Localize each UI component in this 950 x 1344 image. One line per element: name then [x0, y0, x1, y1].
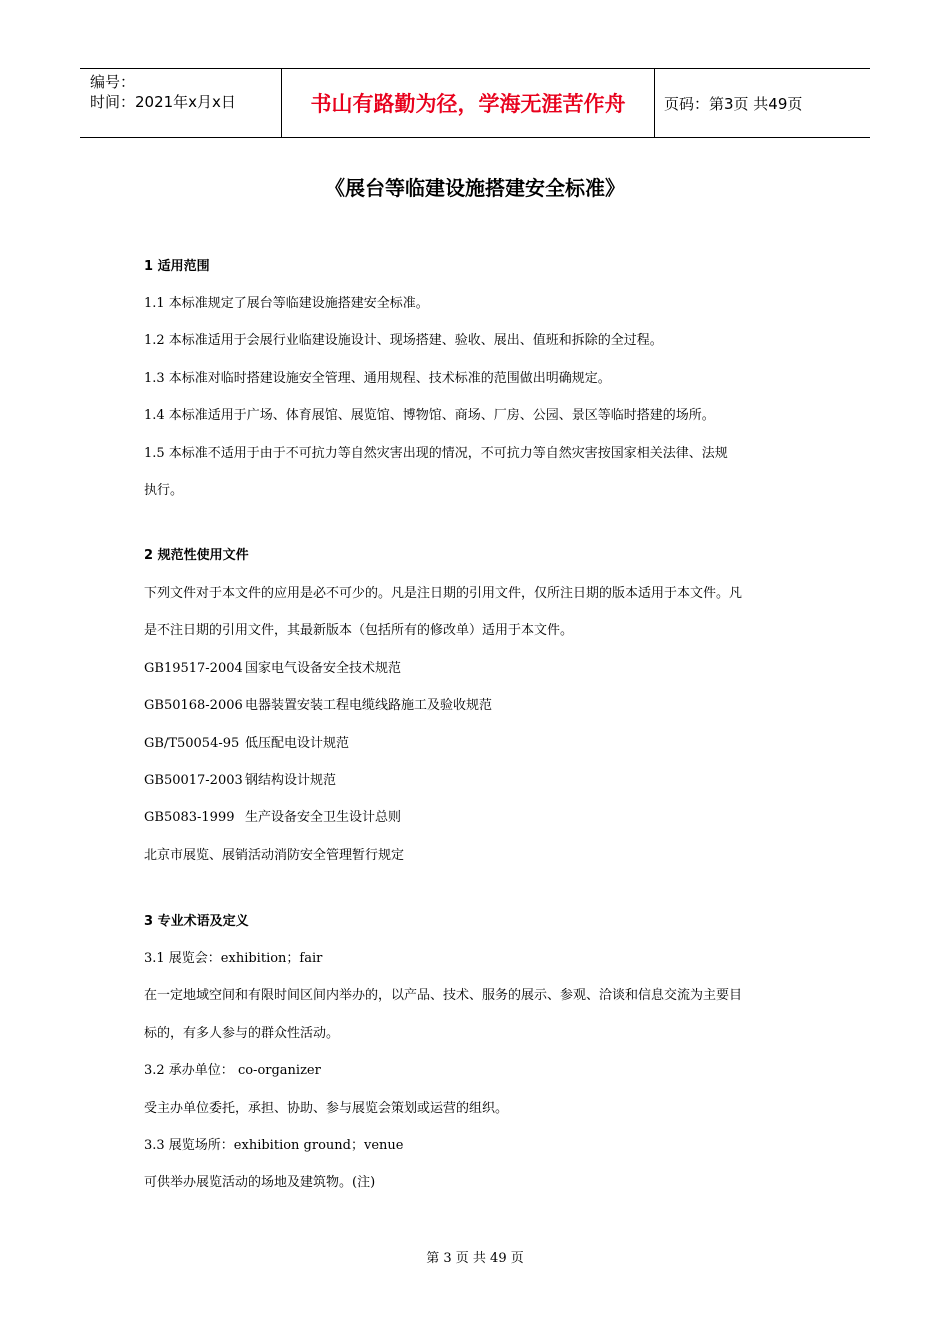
clause-1-3: 1.3 本标准对临时搭建设施安全管理、通用规程、技术标准的范围做出明确规定。: [144, 371, 611, 386]
paragraph-2: 下列文件对于本文件的应用是必不可少的。凡是注日期的引用文件，仅所注日期的版本适用于本文件。凡: [144, 586, 743, 601]
section-heading-1: 1 适用范围: [144, 259, 210, 274]
reference-title: 生产设备安全卫生设计总则: [245, 810, 402, 825]
reference-item: [144, 660, 401, 678]
document-number-label: 编号：: [90, 73, 136, 91]
reference-title: 电器装置安装工程电缆线路施工及验收规范: [245, 698, 493, 713]
clause-1-5-continued: 执行。: [144, 483, 184, 498]
reference-code: GB5083-1999: [144, 810, 235, 825]
reference-title: 钢结构设计规范: [245, 773, 337, 788]
document-title: 《展台等临建设施搭建安全标准》: [325, 176, 625, 200]
section-heading-2: 2 规范性使用文件: [144, 548, 249, 563]
reference-item: 北京市展览、展销活动消防安全管理暂行规定: [144, 848, 405, 863]
definition-3-1-continued: 标的，有多人参与的群众性活动。: [144, 1026, 340, 1041]
section-heading-3: 3 专业术语及定义: [144, 914, 249, 929]
reference-code: GB50017-2003: [144, 773, 243, 788]
header-meta: [90, 72, 236, 112]
clause-1-2: 1.2 本标准适用于会展行业临建设施设计、现场搭建、验收、展出、值班和拆除的全过程。: [144, 333, 663, 348]
definition-3-1: 在一定地域空间和有限时间区间内举办的，以产品、技术、服务的展示、参观、洽谈和信息交流为主要目: [144, 988, 743, 1003]
clause-1-4: 1.4 本标准适用于广场、体育展馆、展览馆、博物馆、商场、厂房、公园、景区等临时搭建的场所。: [144, 408, 715, 423]
header-table: [80, 68, 870, 138]
reference-item: [144, 735, 349, 753]
header-motto: 书山有路勤为径，学海无涯苦作舟: [310, 92, 626, 116]
reference-item: [144, 772, 336, 790]
clause-1-5: 1.5 本标准不适用于由于不可抗力等自然灾害出现的情况，不可抗力等自然灾害按国家相关法律、法规: [144, 446, 728, 461]
paragraph-2-continued: 是不注日期的引用文件，其最新版本（包括所有的修改单）适用于本文件。: [144, 623, 574, 638]
reference-item: [144, 809, 401, 827]
reference-code: GB50168-2006: [144, 698, 243, 713]
term-3-3: 3.3 展览场所：exhibition ground；venue: [144, 1138, 404, 1153]
header-divider: [654, 69, 655, 137]
term-3-2: 3.2 承办单位： co-organizer: [144, 1063, 321, 1078]
definition-3-2: 受主办单位委托，承担、协助、参与展览会策划或运营的组织。: [144, 1101, 509, 1116]
document-time-label: 时间：2021年x月x日: [90, 93, 236, 111]
reference-code: GB/T50054-95: [144, 736, 240, 751]
reference-code: GB19517-2004: [144, 661, 243, 676]
reference-title: 低压配电设计规范: [245, 736, 350, 751]
reference-item: [144, 697, 492, 715]
definition-3-3: 可供举办展览活动的场地及建筑物。(注): [144, 1175, 376, 1190]
term-3-1: 3.1 展览会：exhibition；fair: [144, 951, 323, 966]
reference-title: 国家电气设备安全技术规范: [245, 661, 402, 676]
header-page-label: 页码：第3页 共49页: [664, 94, 803, 113]
page-footer: 第 3 页 共 49 页: [426, 1251, 524, 1266]
clause-1-1: 1.1 本标准规定了展台等临建设施搭建安全标准。: [144, 296, 429, 311]
